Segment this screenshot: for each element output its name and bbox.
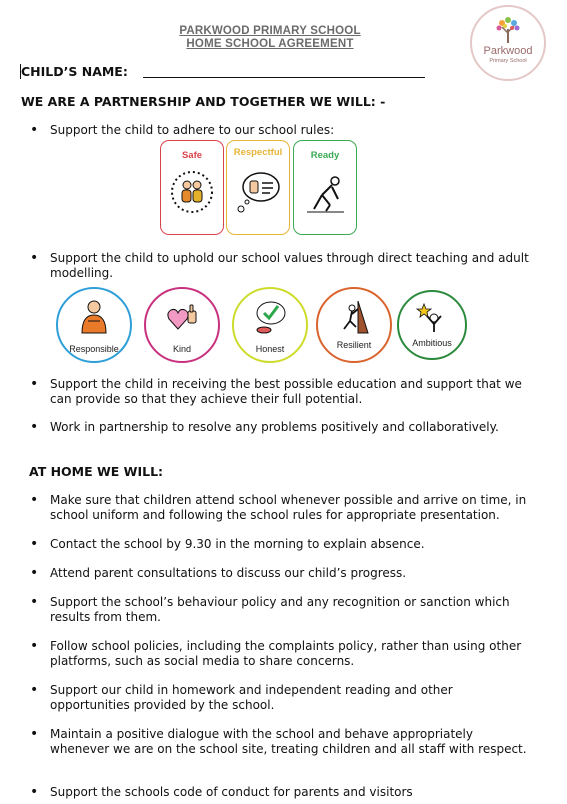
value-label: Ambitious — [412, 338, 452, 348]
rule-label: Ready — [310, 150, 340, 161]
home-heading: AT HOME WE WILL: — [29, 464, 164, 479]
value-honest — [232, 287, 308, 363]
respectful-speech-icon — [235, 169, 281, 215]
value-label: Kind — [172, 344, 191, 354]
partnership-heading: WE ARE A PARTNERSHIP AND TOGETHER WE WILL: - — [21, 94, 386, 109]
logo-name: Parkwood — [483, 45, 533, 57]
ambitious-star-icon — [416, 302, 448, 338]
partnership-item: Support the child to uphold our school values through direct teaching and adult modelling. — [50, 251, 529, 280]
bullet: • — [30, 536, 39, 552]
value-ambitious — [397, 290, 467, 360]
bullet: • — [30, 419, 39, 435]
responsible-person-icon — [78, 299, 110, 335]
tree-icon — [472, 7, 544, 47]
bullet: • — [30, 726, 39, 742]
child-name-line[interactable] — [143, 77, 425, 78]
home-item: Maintain a positive dialogue with the school and behave appropriately whenever we are on the school site, treating children and all staff with respect. — [50, 727, 527, 756]
rule-card-safe — [160, 140, 224, 235]
value-label: Resilient — [336, 340, 372, 350]
value-kind — [144, 287, 220, 363]
safe-people-icon — [169, 169, 215, 215]
school-name: PARKWOOD PRIMARY SCHOOL — [179, 25, 361, 37]
home-item: Contact the school by 9.30 in the morning to explain absence. — [50, 537, 425, 551]
bullet: • — [30, 784, 39, 800]
rule-card-ready — [293, 140, 357, 235]
value-label: Honest — [255, 344, 285, 354]
rule-label: Safe — [181, 150, 203, 161]
bullet: • — [30, 594, 39, 610]
bullet: • — [30, 565, 39, 581]
home-item: Support the school’s behaviour policy and any recognition or sanction which results from them. — [50, 595, 510, 624]
kind-heart-icon — [166, 299, 198, 335]
value-label: Responsible — [69, 344, 119, 354]
ready-runner-icon — [302, 169, 348, 215]
resilient-climber-icon — [338, 299, 370, 335]
bullet: • — [30, 492, 39, 508]
partnership-item: Support the child to adhere to our school rules: — [50, 123, 335, 137]
home-item: Support our child in homework and independent reading and other opportunities provided by the school. — [50, 683, 453, 712]
home-item: Attend parent consultations to discuss our child’s progress. — [50, 566, 407, 580]
school-logo — [470, 5, 546, 81]
value-resilient — [316, 287, 392, 363]
bullet: • — [30, 376, 39, 392]
bullet: • — [30, 682, 39, 698]
partnership-item: Work in partnership to resolve any problems positively and collaboratively. — [50, 420, 499, 434]
rule-label: Respectful — [233, 147, 283, 158]
logo-subtitle: Primary School — [489, 58, 527, 64]
document-title: HOME SCHOOL AGREEMENT — [186, 38, 354, 50]
partnership-item: Support the child in receiving the best possible education and support that we can provide so that they achieve their full potential. — [50, 377, 522, 406]
home-item: Support the schools code of conduct for parents and visitors — [50, 785, 413, 799]
bullet: • — [30, 122, 39, 138]
home-item: Follow school policies, including the complaints policy, rather than using other platforms, such as social media to share concerns. — [50, 639, 522, 668]
bullet: • — [30, 250, 39, 266]
rule-card-respectful — [226, 140, 290, 235]
child-name-label: CHILD’S NAME: — [21, 64, 128, 79]
value-responsible — [56, 287, 132, 363]
honest-tick-icon — [254, 299, 286, 335]
home-item: Make sure that children attend school whenever possible and arrive on time, in school uniform and following the school rules for appropriate presentation. — [50, 493, 527, 522]
bullet: • — [30, 638, 39, 654]
